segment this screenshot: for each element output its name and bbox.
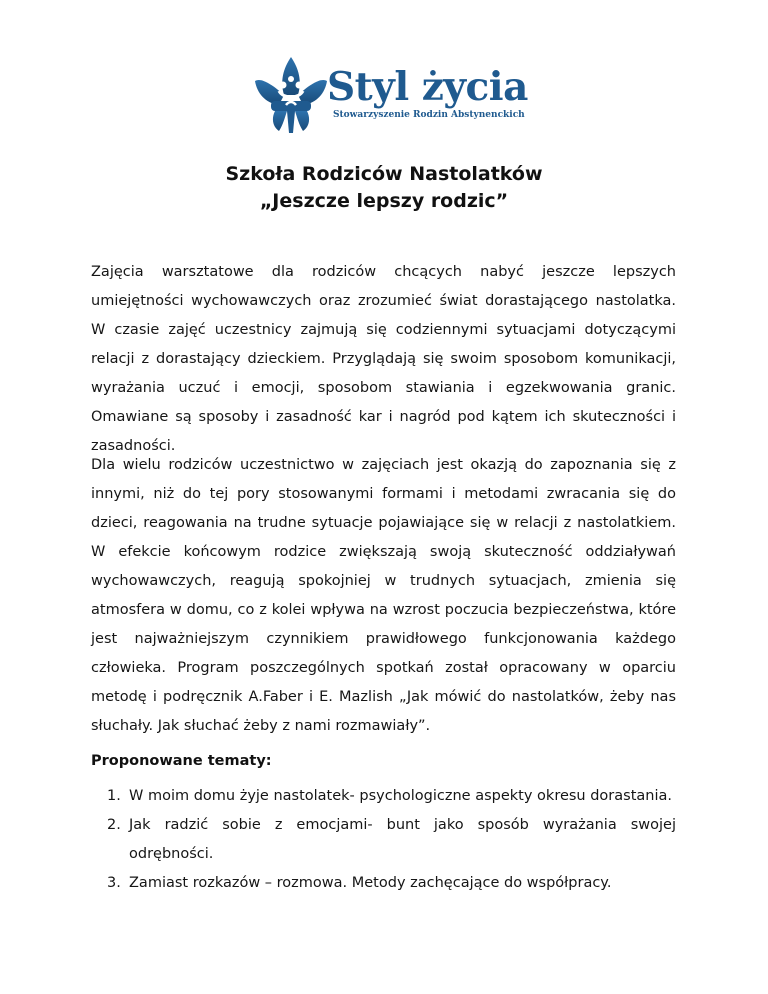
- topics-heading: Proponowane tematy:: [91, 753, 272, 769]
- list-item: [91, 811, 676, 869]
- list-item: [91, 869, 676, 898]
- list-item-text: Zamiast rozkazów – rozmowa. Metody zachęcające do współpracy.: [129, 875, 612, 891]
- fleur-de-lis-logo-icon: [253, 55, 329, 135]
- paragraph-benefits: Dla wielu rodziców uczestnictwo w zajęciach jest okazją do zapoznania się z innymi, niż do tej pory stosowanymi formami i metodami zwracania się do dzieci, reagowania na trudne sytuacje pojawiające się w relacji z nastolatkiem. W efekcie końcowym rodzice zwiększają swoją skuteczność oddziaływań wychowawczych, reagują spokojniej w trudnych sytuacjach, zmienia się atmosfera w domu, co z kolei wpływa na wzrost poczucia bezpieczeństwa, które jest najważniejszym czynnikiem prawidłowego funkcjonowania każdego człowieka. Program poszczególnych spotkań został opracowany w oparciu metodę i podręcznik A.Faber i E. Mazlish „Jak mówić do nastolatków, żeby nas słuchały. Jak słuchać żeby z nami rozmawiały”.: [91, 457, 676, 734]
- document-title: Szkoła Rodziców Nastolatków: [225, 163, 543, 185]
- list-item-number: 1.: [107, 788, 121, 804]
- list-item: [91, 782, 676, 811]
- list-item-text: W moim domu żyje nastolatek- psychologiczne aspekty okresu dorastania.: [129, 788, 672, 804]
- list-item-text: Jak radzić sobie z emocjami- bunt jako sposób wyrażania swojej odrębności.: [129, 817, 676, 862]
- logo-subtitle: Stowarzyszenie Rodzin Abstynenckich: [333, 110, 525, 120]
- paragraph-intro: Zajęcia warsztatowe dla rodziców chcących nabyć jeszcze lepszych umiejętności wychowawczych oraz zrozumieć świat dorastającego nastolatka. W czasie zajęć uczestnicy zajmują się codziennymi sytuacjami dotyczącymi relacji z dorastający dzieckiem. Przyglądają się swoim sposobom komunikacji, wyrażania uczuć i emocji, sposobom stawiania i egzekwowania granic. Omawiane są sposoby i zasadność kar i nagród pod kątem ich skuteczności i zasadności.: [91, 264, 676, 454]
- document-subtitle: „Jeszcze lepszy rodzic”: [259, 190, 509, 212]
- list-item-number: 2.: [107, 817, 121, 833]
- topics-list: [91, 782, 676, 898]
- logo-title: Styl życia: [327, 64, 528, 110]
- logo: [253, 55, 528, 135]
- list-item-number: 3.: [107, 875, 121, 891]
